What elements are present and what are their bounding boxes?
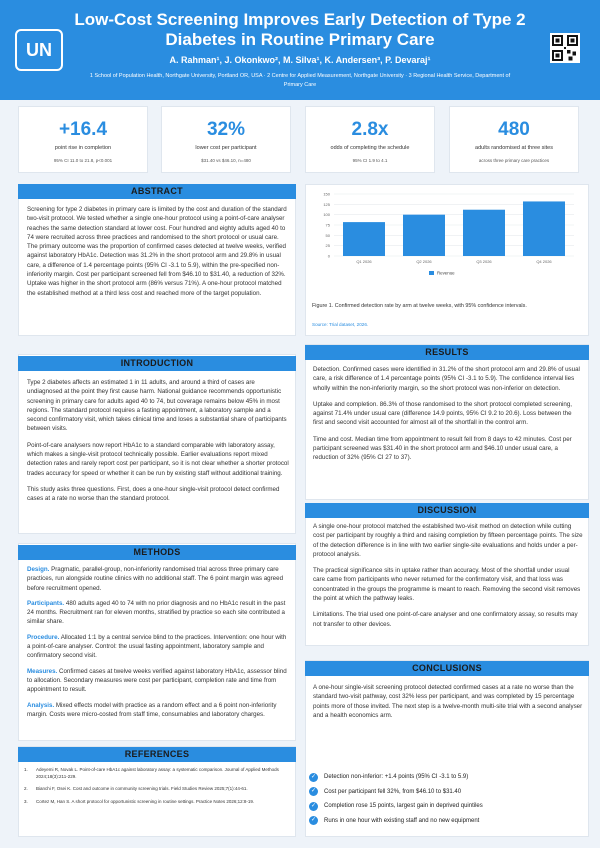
introduction-paragraph: This study asks three questions. First, does a one-hour single-visit protocol detect confirmed cases at a rate no worse than the standard protocol.: [27, 485, 280, 503]
methods-item-text: Mixed effects model with practice as a random effect and a 6 point non-inferiority margin. Costs were micro-costed from staff time, consumables and laboratory charges.: [27, 701, 277, 718]
methods-item-key: Procedure.: [27, 633, 60, 641]
stat-note: $31.40 vs $46.10, n=480: [201, 158, 251, 163]
methods-heading: METHODS: [18, 545, 296, 560]
y-tick-label: 125: [323, 201, 330, 207]
methods-item-text: Allocated 1:1 by a central service blind to the practices. Intervention: one hour with a point-of-care analyser. Control: the usual fasting appointment, laboratory sample and confirmatory second visit.: [27, 633, 287, 660]
qr-code-icon[interactable]: [550, 33, 580, 63]
reference-text: Cortez M, Han S. A short protocol for opportunistic screening in routine settings. Practice Notes 2026;12:8-19.: [36, 798, 255, 804]
y-tick-label: 0: [327, 253, 330, 259]
stat-value: 32%: [206, 119, 246, 140]
y-tick-label: 75: [325, 222, 330, 228]
results-paragraph: Time and cost. Median time from appointment to result fell from 8 days to 42 minutes. Cost per participant screened was $31.40 in the short protocol arm and $46.10 under usual care, a reduction of 32% (95% CI 27 to 37).: [313, 435, 572, 462]
methods-item: [27, 667, 290, 695]
discussion-heading: DISCUSSION: [305, 503, 589, 518]
key-finding-text: Completion rose 15 points, largest gain in deprived quintiles: [324, 803, 483, 810]
stat-label: adults randomised at three sites: [475, 145, 553, 151]
stat-label: odds of completing the schedule: [330, 145, 410, 151]
methods-item-key: Analysis.: [27, 701, 55, 709]
x-tick-label: Q1 2026: [356, 259, 372, 264]
y-tick-label: 25: [325, 243, 330, 249]
key-finding-item: [309, 814, 589, 829]
key-finding-item: [309, 799, 589, 814]
key-finding-item: [309, 785, 589, 800]
stat-value: +16.4: [58, 119, 108, 140]
abstract-text: Screening for type 2 diabetes in primary care is limited by the cost and duration of the standard two-visit protocol. We tested whether a single one-hour protocol using a point-of-care analyser reaches the same detection standard at lower cost. Four hundred and eighty adults aged 40 to 74 were recruited across three practices and randomised to the short protocol or usual care. The primary outcome was the proportion of confirmed cases detected at twelve weeks, verified against laboratory HbA1c. Detection was 31.2% in the short protocol arm and 29.8% in usual care, a difference of 1.4 percentage points (95% CI -3.1 to 5.9), within the pre-specified non-inferiority margin. Cost per participant screened fell from $46.10 to $31.40, a reduction of 32%. Uptake was higher in the short protocol arm (86% versus 71%). A one-hour protocol matched the established method at a third less cost and reached more of the target population.: [27, 206, 287, 297]
methods-item: [27, 701, 290, 720]
results-paragraph: Uptake and completion. 86.3% of those randomised to the short protocol completed screening, against 71.4% under usual care (difference 14.9 points, 95% CI 9.2 to 20.6). Loss between the first and second visit accounted for almost all of the shortfall in the control arm.: [313, 400, 572, 427]
stat-label: point rise in completion: [54, 145, 112, 151]
discussion-paragraph: Limitations. The trial used one point-of-care analyser and one confirmatory assay, so results may not transfer to other devices.: [313, 611, 578, 628]
abstract-heading: ABSTRACT: [18, 184, 296, 199]
poster-header: [0, 0, 600, 100]
introduction-heading: INTRODUCTION: [18, 356, 296, 371]
methods-item: [27, 565, 290, 593]
stat-card: [18, 106, 148, 173]
conclusions-text: A one-hour single-visit screening protocol detected confirmed cases at a rate no worse than the standard two-visit pathway, cost 32% less per participant, and was completed by 15 percentage points more of those invited. The next step is a twelve-month multi-site trial with a second analyser and a health economics arm.: [313, 684, 583, 719]
key-finding-text: Detection non-inferior: +1.4 points (95% CI -3.1 to 5.9): [324, 774, 469, 781]
stat-note: across three primary care practices: [478, 158, 550, 163]
discussion-text: [313, 522, 583, 636]
results-paragraph: Detection. Confirmed cases were identified in 31.2% of the short protocol arm and 29.8% of usual care, a risk difference of 1.4 percentage points (95% CI -3.1 to 5.9). The confidence interval lies wholly within the non-inferiority margin, so the short protocol was non-inferior on detection.: [313, 366, 580, 392]
figure-source: Source: Trial dataset, 2026.: [312, 322, 369, 327]
reference-list: [24, 767, 284, 811]
stat-value: 480: [498, 119, 530, 140]
stat-card: [305, 106, 435, 173]
discussion-paragraph: A single one-hour protocol matched the established two-visit method on detection while cutting cost per participant by roughly a third and raising completion by fifteen percentage points. The size of the detection difference is in line with two earlier single-site evaluations and holds under a per-protocol analysis.: [313, 523, 583, 558]
check-icon: ✓: [310, 802, 317, 809]
reference-item: [24, 767, 284, 780]
methods-item: [27, 633, 290, 661]
stat-value: 2.8x: [351, 119, 389, 140]
check-icon: ✓: [310, 773, 317, 780]
references-heading: REFERENCES: [18, 747, 296, 762]
y-tick-label: 150: [323, 191, 330, 197]
methods-item-key: Participants.: [27, 599, 65, 607]
poster-title: Low-Cost Screening Improves Early Detection of Type 2 Diabetes in Routine Primary Care: [74, 10, 526, 49]
y-tick-label: 50: [325, 232, 330, 238]
stat-label: lower cost per participant: [195, 145, 257, 151]
key-findings-list: [309, 770, 589, 828]
reference-number: 3.: [24, 798, 28, 804]
y-tick-label: 100: [323, 212, 330, 218]
x-tick-label: Q3 2026: [476, 259, 492, 264]
x-tick-label: Q4 2026: [536, 259, 552, 264]
legend-label: Revenue: [437, 270, 455, 276]
methods-item-key: Measures.: [27, 667, 58, 675]
stat-note: 95% CI 1.9 to 4.1: [352, 158, 388, 163]
introduction-text: [27, 378, 290, 511]
reference-text: Bianchi F, Osei K. Cost and outcome in community screening trials. Field Studies Review 2025;7(1):44-61.: [36, 786, 248, 791]
methods-item-key: Design.: [27, 566, 50, 573]
stat-card: [161, 106, 291, 173]
methods-item: [27, 599, 290, 627]
discussion-paragraph: The practical significance sits in uptake rather than accuracy. Most of the shortfall under usual care came from participants who never returned for the confirmatory visit, and that loss was concentrated in the groups the programme is meant to reach. Removing the second visit removes the point at which the pathway leaks.: [313, 567, 581, 603]
bar: [463, 210, 505, 256]
bar: [343, 222, 385, 256]
methods-item-text: Confirmed cases at twelve weeks verified against laboratory HbA1c, assessor blind to allocation. Secondary measures were cost per participant, completion rate and time from appointment to result.: [27, 667, 287, 694]
introduction-paragraph: Point-of-care analysers now report HbA1c to a standard comparable with laboratory assay, which makes a single-visit protocol technically possible. Earlier evaluations report mixed detection rates and rarely report cost per participant, so it is not clear whether a shorter protocol trades accuracy for speed or whether it can be run by existing staff without additional training.: [27, 441, 289, 477]
stat-card: [449, 106, 579, 173]
check-icon: ✓: [310, 817, 317, 824]
introduction-paragraph: Type 2 diabetes affects an estimated 1 in 11 adults, and around a third of cases are undiagnosed at the point they first cause harm. National guidance recommends opportunistic screening in primary care for adults aged 40 to 74, but coverage remains below 45% in most regions. The standard protocol requires a fasting appointment, a laboratory sample and a second confirmatory visit, which takes clinical time and loses a substantial share of participants between visits.: [27, 379, 287, 433]
results-text: [313, 365, 583, 470]
conclusions-heading: CONCLUSIONS: [305, 661, 589, 676]
legend-swatch: [429, 271, 434, 275]
bar: [523, 201, 565, 256]
key-finding-text: Cost per participant fell 32%, from $46.10 to $31.40: [324, 788, 462, 795]
author-list: A. Rahman¹, J. Okonkwo², M. Silva¹, K. Andersen³, P. Devaraj¹: [169, 55, 431, 65]
key-finding-text: Runs in one hour with existing staff and no new equipment: [324, 817, 480, 824]
affiliations: 1 School of Population Health, Northgate University, Portland OR, USA · 2 Centre for Applied Measurement, Northgate University · 3 Regional Health Service, Department of Primary Care: [89, 73, 511, 88]
x-tick-label: Q2 2026: [416, 259, 432, 264]
methods-item-text: 480 adults aged 40 to 74 with no prior diagnosis and no HbA1c result in the past 24 months. Recruitment ran for eleven months, stratified by practice so each site contributed a similar share.: [27, 599, 286, 626]
reference-text: Adeyemi R, Novak L. Point-of-care HbA1c against laboratory assay: a systematic comparison. Journal of Applied Methods 2024;18(3):211-229.: [36, 767, 279, 779]
reference-item: [24, 786, 284, 793]
university-logo: UN: [15, 29, 63, 71]
figure-caption: Figure 1. Confirmed detection rate by arm at twelve weeks, with 95% confidence intervals.: [312, 303, 527, 309]
methods-item-text: Pragmatic, parallel-group, non-inferiority randomised trial across three primary care practices, run alongside routine clinics with no additional staff. The 6 point margin was agreed before recruitment opened.: [27, 566, 284, 592]
reference-number: 1.: [24, 767, 28, 772]
results-heading: RESULTS: [305, 345, 589, 360]
check-icon: ✓: [310, 788, 317, 795]
stat-note: 95% CI 11.0 to 21.8, p<0.001: [53, 158, 113, 163]
reference-number: 2.: [24, 786, 28, 791]
reference-item: [24, 799, 284, 806]
methods-text: [27, 565, 290, 725]
bar: [403, 215, 445, 256]
bar-chart: [312, 188, 582, 288]
key-finding-item: [309, 770, 589, 785]
